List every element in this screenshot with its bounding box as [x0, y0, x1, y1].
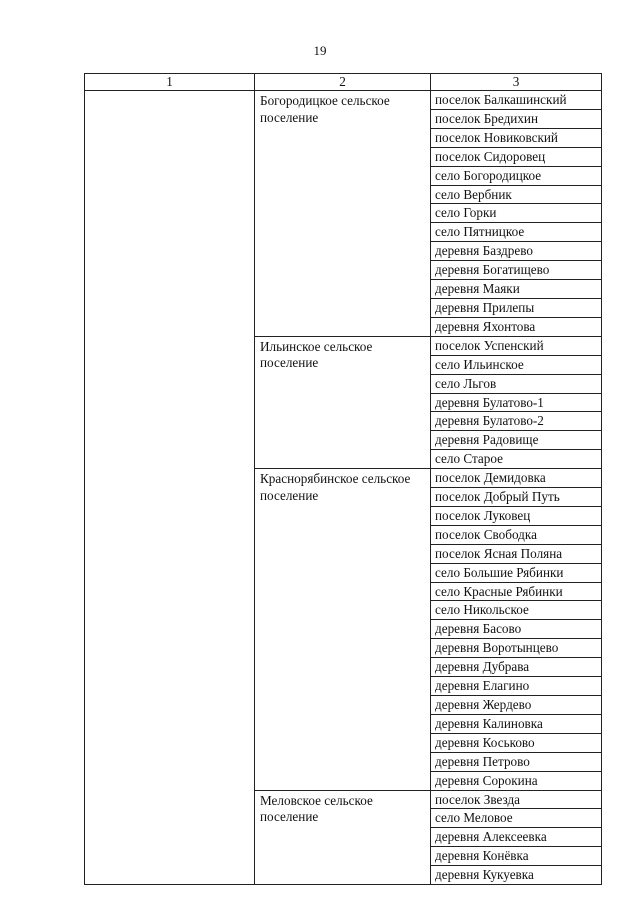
- list-item: [431, 412, 601, 431]
- locality-name: поселок Свободка: [431, 525, 601, 544]
- locality-name: село Старое: [431, 450, 601, 468]
- settlement-cell: [255, 469, 431, 790]
- list-item: [431, 809, 601, 828]
- locality-name: деревня Маяки: [431, 280, 601, 299]
- list-item: [431, 374, 601, 393]
- locality-name: деревня Яхонтова: [431, 317, 601, 335]
- locality-name: деревня Жердево: [431, 696, 601, 715]
- locality-name: село Вербник: [431, 185, 601, 204]
- list-item: [431, 91, 601, 109]
- locality-name: деревня Кукуевка: [431, 866, 601, 884]
- list-item: [431, 280, 601, 299]
- list-item: [431, 261, 601, 280]
- column-header-2: 2: [255, 74, 431, 91]
- list-item: [431, 563, 601, 582]
- list-item: [431, 525, 601, 544]
- list-item: [431, 544, 601, 563]
- locality-name: село Никольское: [431, 601, 601, 620]
- localities-list: [431, 337, 601, 468]
- locality-name: село Большие Рябинки: [431, 563, 601, 582]
- locality-name: поселок Ясная Поляна: [431, 544, 601, 563]
- list-item: [431, 223, 601, 242]
- settlement-name: Меловское сельское поселение: [260, 792, 373, 825]
- locality-name: деревня Петрово: [431, 752, 601, 771]
- locality-name: деревня Булатово-2: [431, 412, 601, 431]
- list-item: [431, 752, 601, 771]
- column-header-3: 3: [431, 74, 602, 91]
- list-item: [431, 185, 601, 204]
- locality-name: село Красные Рябинки: [431, 582, 601, 601]
- locality-name: деревня Воротынцево: [431, 639, 601, 658]
- localities-cell: [431, 91, 602, 337]
- localities-list: [431, 91, 601, 336]
- locality-name: деревня Дубрава: [431, 658, 601, 677]
- settlement-cell: [255, 91, 431, 337]
- settlement-name: Богородицкое сельское поселение: [260, 93, 390, 125]
- list-item: [431, 393, 601, 412]
- list-item: [431, 733, 601, 752]
- list-item: [431, 204, 601, 223]
- locality-name: село Горки: [431, 204, 601, 223]
- list-item: [431, 488, 601, 507]
- settlement-cell: [255, 790, 431, 885]
- column-header-1: 1: [85, 74, 255, 91]
- settlements-table: [84, 73, 602, 885]
- locality-name: поселок Добрый Путь: [431, 488, 601, 507]
- locality-name: деревня Радовище: [431, 431, 601, 450]
- locality-name: поселок Бредихин: [431, 109, 601, 128]
- locality-name: деревня Алексеевка: [431, 828, 601, 847]
- list-item: [431, 298, 601, 317]
- localities-cell: [431, 790, 602, 885]
- list-item: [431, 317, 601, 335]
- list-item: [431, 582, 601, 601]
- locality-name: деревня Сорокина: [431, 771, 601, 789]
- list-item: [431, 166, 601, 185]
- localities-list: [431, 469, 601, 789]
- list-item: [431, 771, 601, 789]
- locality-name: поселок Демидовка: [435, 470, 546, 486]
- list-item: [431, 677, 601, 696]
- list-item: [431, 506, 601, 525]
- locality-name: поселок Луковец: [431, 506, 601, 525]
- settlement-name: Ильинское сельское поселение: [260, 338, 373, 371]
- locality-name: село Ильинское: [431, 355, 601, 374]
- list-item: [431, 355, 601, 374]
- list-item: [431, 639, 601, 658]
- list-item: [431, 696, 601, 715]
- list-item: [431, 431, 601, 450]
- locality-name: деревня Калиновка: [431, 714, 601, 733]
- locality-name: деревня Конёвка: [431, 847, 601, 866]
- locality-name: деревня Булатово-1: [431, 393, 601, 412]
- locality-name: село Льгов: [431, 374, 601, 393]
- locality-name: село Богородицкое: [431, 166, 601, 185]
- locality-name: поселок Успенский: [435, 337, 544, 353]
- list-item: [431, 109, 601, 128]
- locality-name: деревня Елагино: [431, 677, 601, 696]
- locality-name: поселок Звезда: [435, 791, 521, 807]
- list-item: [431, 658, 601, 677]
- localities-cell: [431, 336, 602, 468]
- settlement-name: Краснорябинское сельское поселение: [260, 471, 411, 503]
- list-item: [431, 450, 601, 468]
- locality-name: деревня Баздрево: [431, 242, 601, 261]
- locality-name: поселок Балкашинский: [435, 92, 567, 107]
- table-row: [85, 91, 602, 337]
- list-item: [431, 866, 601, 884]
- list-item: [431, 620, 601, 639]
- locality-name: поселок Новиковский: [431, 128, 601, 147]
- localities-list: [431, 791, 601, 885]
- column-1-cell: [85, 91, 255, 885]
- locality-name: деревня Богатищево: [431, 261, 601, 280]
- list-item: [431, 469, 601, 487]
- list-item: [431, 601, 601, 620]
- locality-name: деревня Басово: [431, 620, 601, 639]
- locality-name: село Меловое: [431, 809, 601, 828]
- list-item: [431, 791, 601, 809]
- list-item: [431, 828, 601, 847]
- page-number: 19: [313, 43, 327, 58]
- table-header-row: [85, 74, 602, 91]
- localities-cell: [431, 469, 602, 790]
- list-item: [431, 337, 601, 355]
- list-item: [431, 714, 601, 733]
- locality-name: поселок Сидоровец: [431, 147, 601, 166]
- list-item: [431, 242, 601, 261]
- settlement-cell: [255, 336, 431, 468]
- locality-name: деревня Коськово: [431, 733, 601, 752]
- locality-name: деревня Прилепы: [431, 298, 601, 317]
- list-item: [431, 147, 601, 166]
- list-item: [431, 847, 601, 866]
- list-item: [431, 128, 601, 147]
- locality-name: село Пятницкое: [431, 223, 601, 242]
